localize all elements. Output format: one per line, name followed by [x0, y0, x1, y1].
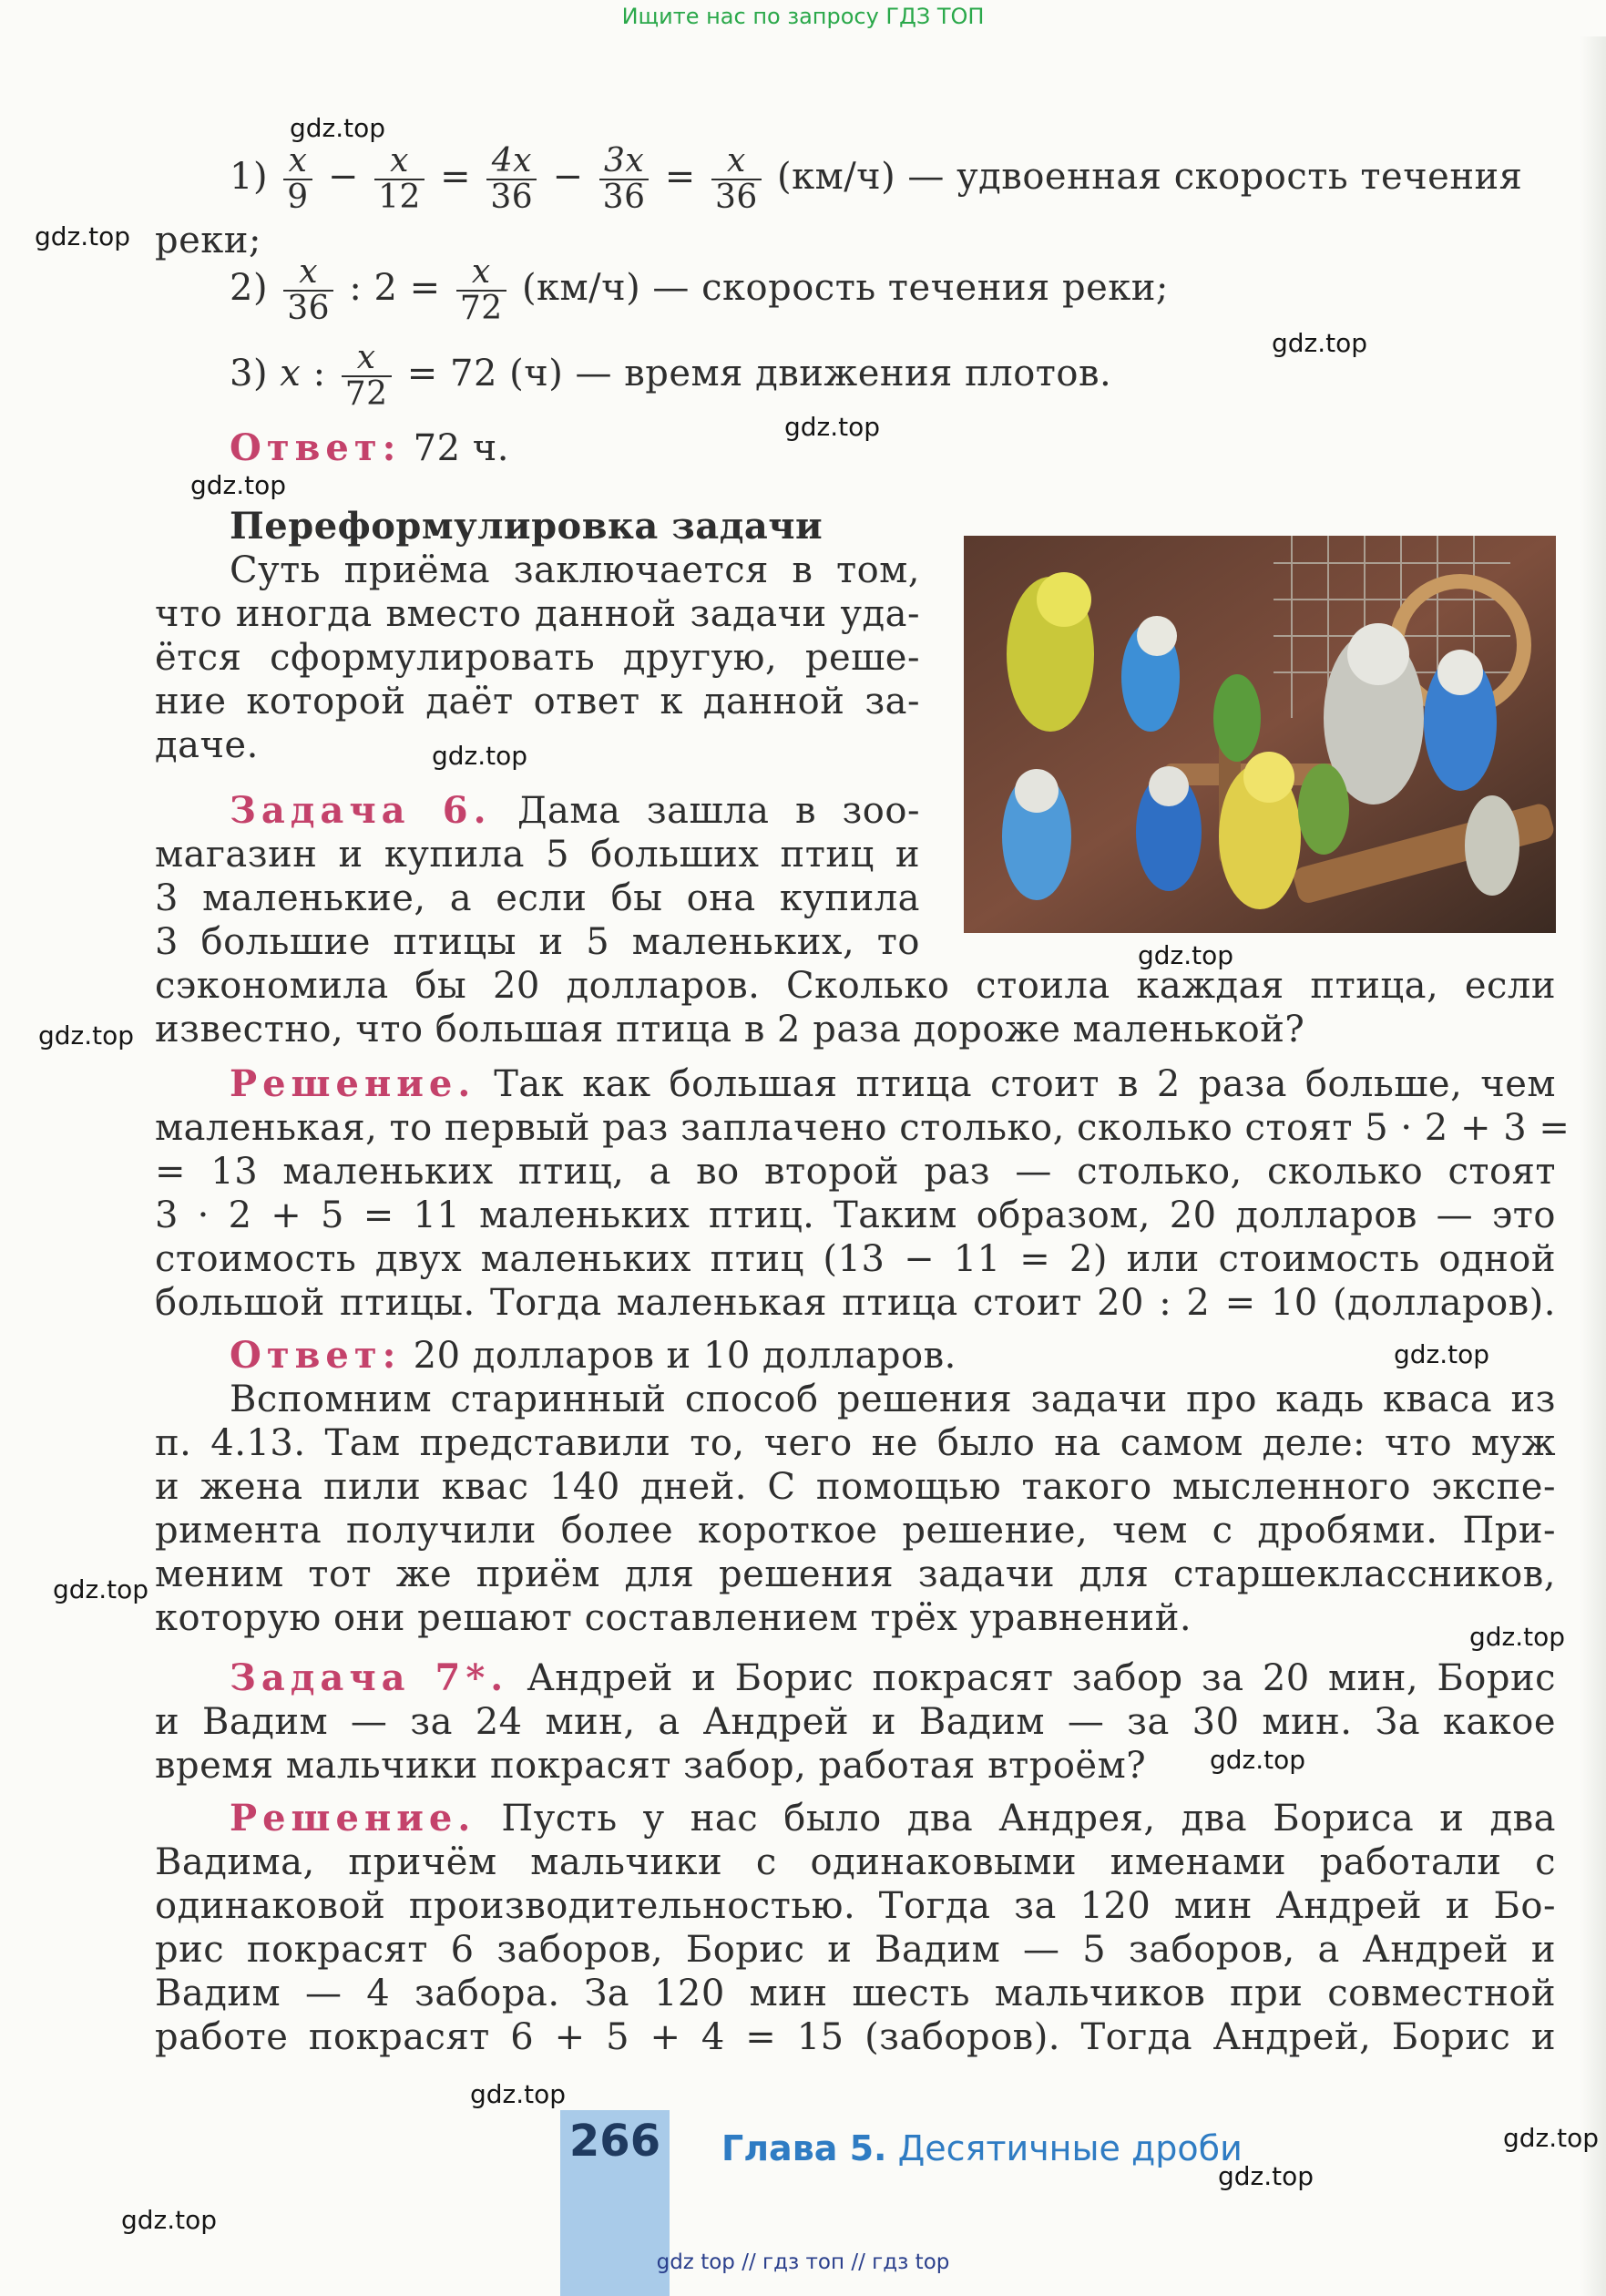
- chapter-label: Глава 5.: [721, 2128, 887, 2168]
- para1-line: даче.: [155, 724, 259, 766]
- solution6-line: стоимость двух маленьких птиц (13 − 11 = 2) или стоимость одной: [155, 1238, 1556, 1280]
- watermark: gdz.top: [1469, 1622, 1566, 1652]
- fraction: $\frac{4x}{36}$: [486, 144, 537, 215]
- task6-line: 3 маленькие, а если бы она купила: [155, 877, 920, 919]
- step-1-line: [230, 144, 1522, 215]
- fraction: $\frac{x}{72}$: [456, 255, 506, 326]
- fraction: $\frac{x}{72}$: [342, 341, 392, 412]
- task7-line: и Вадим — за 24 мин, а Андрей и Вадим — за 30 мин. За какое: [155, 1701, 1556, 1743]
- watermark: gdz.top: [53, 1574, 149, 1604]
- task6-line: Задача 6. Дама зашла в зоо-: [230, 789, 920, 832]
- operator: :: [312, 353, 326, 395]
- answer-1: [230, 426, 509, 470]
- step-text: = 72 (ч) — время движения плотов.: [406, 353, 1112, 395]
- solution6-line: 3 · 2 + 5 = 11 маленьких птиц. Таким образом, 20 долларов — это: [155, 1194, 1556, 1236]
- watermark: gdz.top: [784, 412, 881, 442]
- step-3-line: [230, 341, 1111, 412]
- watermark: gdz.top: [290, 113, 386, 143]
- page-edge-shadow: [1580, 36, 1606, 2296]
- step-number: 1): [230, 156, 269, 198]
- watermark: gdz.top: [1218, 2161, 1314, 2191]
- para2-line: п. 4.13. Там представили то, чего не было на самом деле: что муж: [155, 1422, 1556, 1464]
- para2-line: римента получили более короткое решение, чем с дробями. При-: [155, 1510, 1556, 1552]
- answer-label: Ответ:: [230, 1334, 402, 1377]
- answer-text: 20 долларов и 10 долларов.: [401, 1335, 956, 1377]
- bottom-note: gdz top // гдз топ // гдз top: [656, 2250, 950, 2274]
- task6-line: магазин и купила 5 больших птиц и: [155, 834, 920, 876]
- watermark: gdz.top: [121, 2205, 218, 2235]
- chapter-title: [721, 2128, 1243, 2168]
- fraction: $\frac{3x}{36}$: [599, 144, 650, 215]
- task6-line: 3 большие птицы и 5 маленьких, то: [155, 921, 920, 963]
- solution-label: Решение.: [230, 1062, 476, 1105]
- solution6-line: маленькая, то первый раз заплачено столько, сколько стоят 5 · 2 + 3 =: [155, 1107, 1570, 1149]
- para2-line: Вспомним старинный способ решения задачи про кадь кваса из: [230, 1379, 1556, 1420]
- solution7-line: Вадим — 4 забора. За 120 мин шесть мальчиков при совместной: [155, 1973, 1556, 2014]
- para1-line: ётся сформулировать другую, реше-: [155, 637, 920, 679]
- task7-line: Задача 7*. Андрей и Борис покрасят забор за 20 мин, Борис: [230, 1656, 1557, 1699]
- fraction: $\frac{x}{36}$: [283, 255, 333, 326]
- step-text: (км/ч) — удвоенная скорость течения: [776, 156, 1523, 198]
- para2-line: которую они решают составлением трёх уравнений.: [155, 1597, 1192, 1639]
- variable: x: [280, 353, 302, 395]
- operator: =: [440, 156, 472, 198]
- watermark: gdz.top: [1210, 1745, 1306, 1775]
- fraction: $\frac{x}{9}$: [283, 144, 312, 215]
- para1-line: ние которой даёт ответ к данной за-: [155, 681, 920, 723]
- task7-line: время мальчики покрасят забор, работая втроём?: [155, 1745, 1147, 1787]
- para1-line: Суть приёма заключается в том,: [230, 549, 920, 591]
- budgies-illustration: [964, 536, 1556, 933]
- fraction: $\frac{x}{36}$: [711, 144, 762, 215]
- task-label: Задача 6.: [230, 789, 492, 832]
- section-heading: Переформулировка задачи: [230, 505, 823, 548]
- fraction: $\frac{x}{12}$: [374, 144, 425, 215]
- page-number: 266: [568, 2116, 661, 2167]
- operator: −: [327, 156, 359, 198]
- top-search-note: Ищите нас по запросу ГДЗ ТОП: [621, 4, 985, 29]
- answer-6: [230, 1334, 956, 1378]
- step-text: (км/ч) — скорость течения реки;: [521, 267, 1169, 309]
- watermark: gdz.top: [1503, 2123, 1600, 2153]
- solution6-line: Решение. Так как большая птица стоит в 2 раза больше, чем: [230, 1062, 1556, 1105]
- operator: : 2 =: [349, 267, 441, 309]
- operator: −: [552, 156, 584, 198]
- operator: =: [664, 156, 696, 198]
- solution-label: Решение.: [230, 1797, 476, 1840]
- task6-line: известно, что большая птица в 2 раза дороже маленькой?: [155, 1009, 1305, 1051]
- solution7-line: рис покрасят 6 заборов, Борис и Вадим — 5 заборов, а Андрей и: [155, 1929, 1556, 1971]
- task-label: Задача 7*.: [230, 1656, 509, 1699]
- step-2-line: [230, 255, 1169, 326]
- para2-line: и жена пили квас 140 дней. С помощью такого мысленного экспе-: [155, 1466, 1556, 1508]
- watermark: gdz.top: [470, 2079, 567, 2109]
- chapter-name: Десятичные дроби: [897, 2128, 1243, 2168]
- answer-label: Ответ:: [230, 426, 402, 469]
- watermark: gdz.top: [1272, 328, 1368, 358]
- watermark: gdz.top: [190, 470, 287, 500]
- watermark: gdz.top: [35, 221, 131, 251]
- budgies-photo: [964, 536, 1556, 933]
- answer-text: 72 ч.: [401, 427, 509, 469]
- watermark: gdz.top: [38, 1020, 135, 1051]
- step-number: 3): [230, 353, 269, 395]
- task6-line: сэкономила бы 20 долларов. Сколько стоила каждая птица, если: [155, 965, 1556, 1007]
- solution6-line: = 13 маленьких птиц, а во второй раз — столько, сколько стоят: [155, 1151, 1556, 1193]
- solution7-line: Решение. Пусть у нас было два Андрея, два Бориса и два: [230, 1797, 1556, 1840]
- solution6-line: большой птицы. Тогда маленькая птица стоит 20 : 2 = 10 (долларов).: [155, 1282, 1556, 1324]
- step-1-continuation: реки;: [155, 220, 261, 261]
- step-number: 2): [230, 267, 269, 309]
- solution7-line: работе покрасят 6 + 5 + 4 = 15 (заборов). Тогда Андрей, Борис и: [155, 2016, 1556, 2058]
- watermark: gdz.top: [1394, 1339, 1490, 1369]
- para2-line: меним тот же приём для решения задачи для старшеклассников,: [155, 1553, 1556, 1595]
- watermark: gdz.top: [1138, 940, 1234, 970]
- para1-line: что иногда вместо данной задачи уда-: [155, 593, 920, 635]
- watermark: gdz.top: [432, 741, 528, 771]
- solution7-line: одинаковой производительностью. Тогда за 120 мин Андрей и Бо-: [155, 1885, 1556, 1927]
- solution7-line: Вадима, причём мальчики с одинаковыми именами работали с: [155, 1841, 1556, 1883]
